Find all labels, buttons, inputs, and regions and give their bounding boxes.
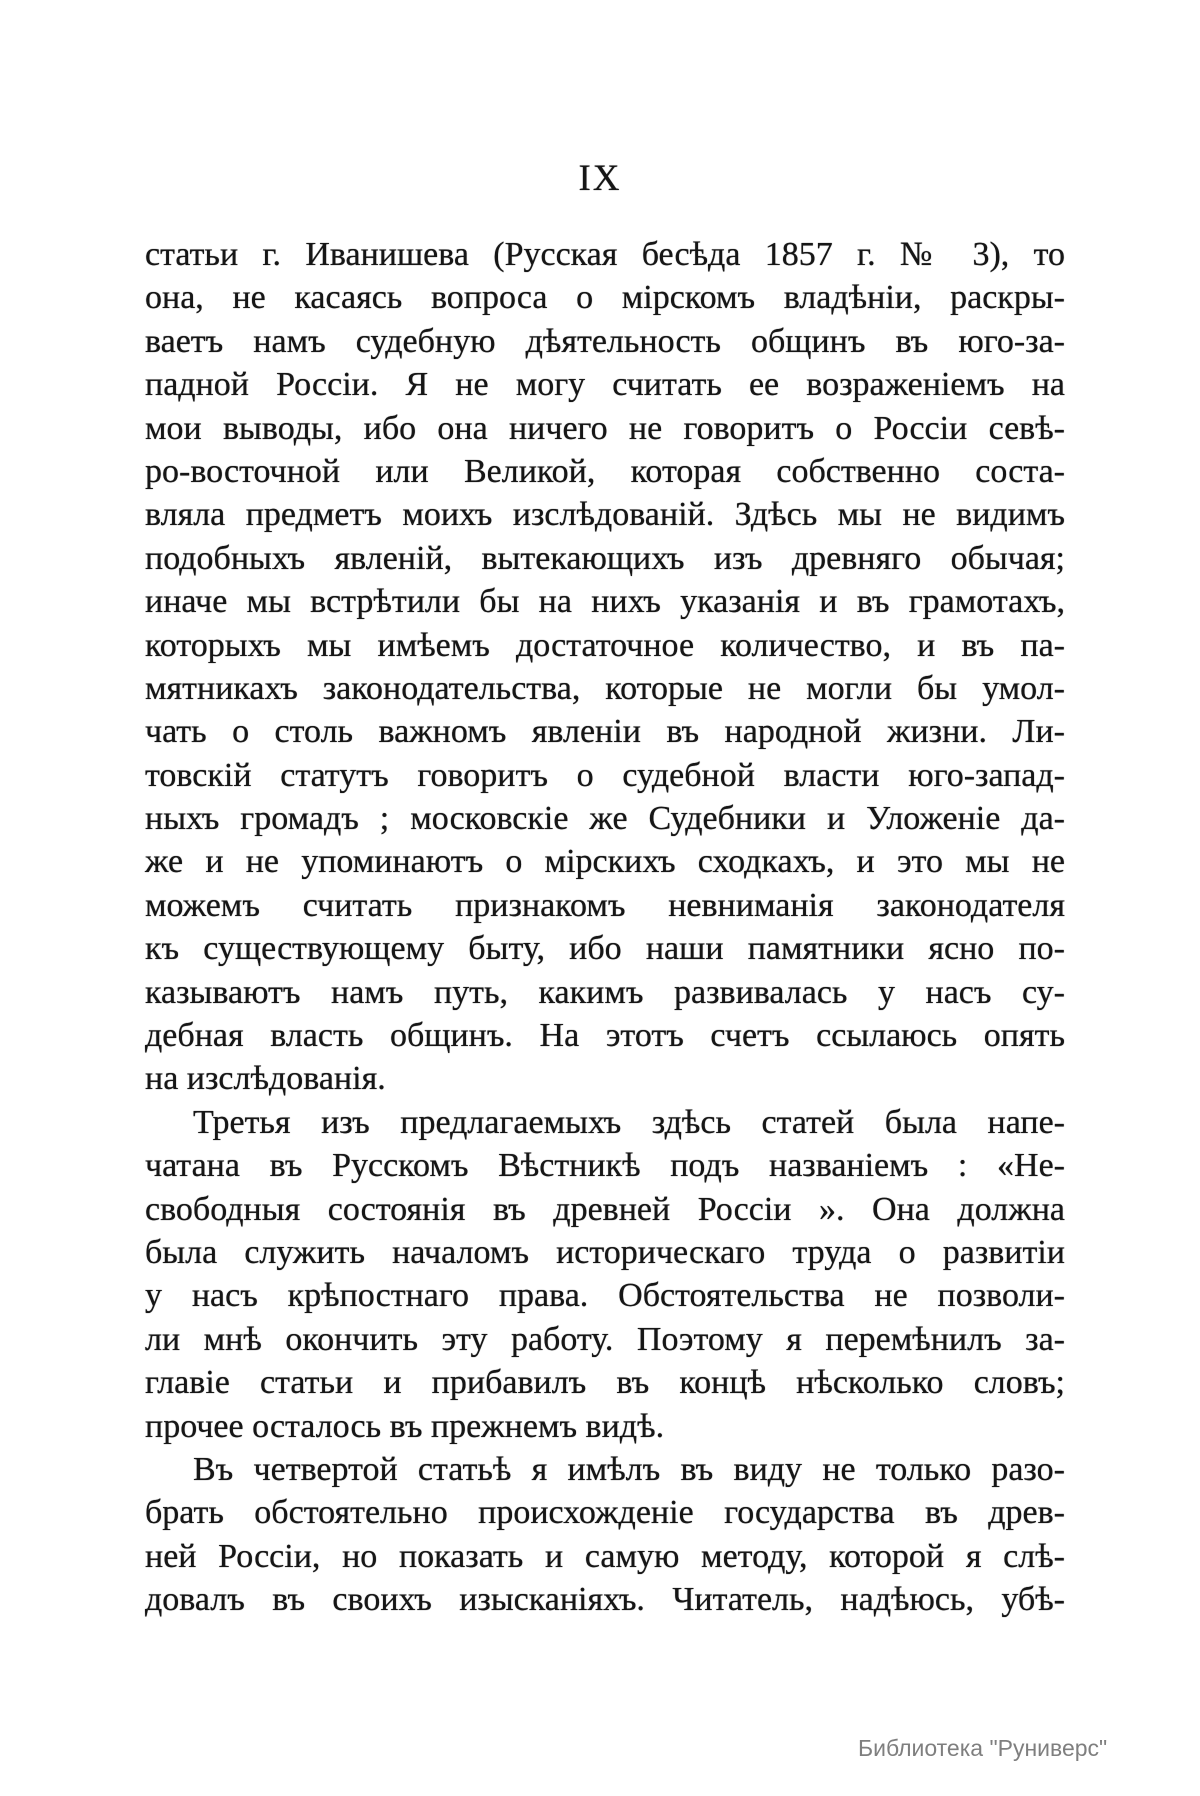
text-line: брать обстоятельно происхожденіе государства въ древ- bbox=[145, 1494, 1065, 1532]
text-line: казываютъ намъ путь, какимъ развивалась у насъ су- bbox=[145, 973, 1065, 1011]
text-line: же и не упоминаютъ о мірскихъ сходкахъ, и это мы не bbox=[145, 843, 1065, 881]
text-line: падной Россіи. Я не могу считать ее возраженіемъ на bbox=[145, 366, 1065, 404]
text-line: дебная власть общинъ. На этотъ счетъ ссылаюсь опять bbox=[145, 1017, 1065, 1055]
text-line: чать о столь важномъ явленіи въ народной жизни. Ли- bbox=[145, 713, 1065, 751]
text-line: чатана въ Русскомъ Вѣстникѣ подъ названіемъ : «Не- bbox=[145, 1147, 1065, 1185]
text-line: она, не касаясь вопроса о мірскомъ владѣніи, раскры- bbox=[145, 279, 1065, 317]
text-line: вляла предметъ моихъ изслѣдованій. Здѣсь мы не видимъ bbox=[145, 496, 1065, 534]
text-line: Въ четвертой статьѣ я имѣлъ въ виду не только разо- bbox=[193, 1450, 1065, 1488]
text-line: ро-восточной или Великой, которая собственно соста- bbox=[145, 452, 1065, 490]
text-line: на изслѣдованія. bbox=[145, 1060, 386, 1098]
page-body bbox=[145, 233, 1065, 1622]
text-line: ныхъ громадъ ; московскіе же Судебники и Уложеніе да- bbox=[145, 800, 1065, 838]
text-line: ней Россіи, но показать и самую методу, которой я слѣ- bbox=[145, 1537, 1065, 1575]
text-line: мятникахъ законодательства, которые не могли бы умол- bbox=[145, 669, 1065, 707]
page-number: IX bbox=[578, 158, 622, 199]
text-line: подобныхъ явленій, вытекающихъ изъ древняго обычая; bbox=[145, 539, 1065, 577]
text-line: у насъ крѣпостнаго права. Обстоятельства не позволи- bbox=[145, 1277, 1065, 1315]
text-line: прочее осталось въ прежнемъ видѣ. bbox=[145, 1407, 665, 1445]
text-line: была служить началомъ историческаго труда о развитіи bbox=[145, 1233, 1065, 1271]
text-line: статьи г. Иванишева (Русская бесѣда 1857 г. № 3), то bbox=[145, 236, 1065, 273]
text-line: товскій статутъ говоритъ о судебной власти юго-запад- bbox=[145, 756, 1065, 794]
library-watermark: Библиотека "Руниверс" bbox=[858, 1735, 1108, 1761]
text-line: можемъ считать признакомъ невниманія законодателя bbox=[145, 886, 1065, 924]
text-line: иначе мы встрѣтили бы на нихъ указанія и въ грамотахъ, bbox=[145, 583, 1065, 621]
text-line: свободныя состоянія въ древней Россіи ». Она должна bbox=[145, 1190, 1065, 1228]
text-line: мои выводы, ибо она ничего не говоритъ о Россіи севѣ- bbox=[145, 409, 1065, 447]
text-line: Третья изъ предлагаемыхъ здѣсь статей была напе- bbox=[193, 1103, 1065, 1141]
text-line: главіе статьи и прибавилъ въ концѣ нѣсколько словъ; bbox=[145, 1364, 1065, 1402]
text-line: къ существующему быту, ибо наши памятники ясно по- bbox=[145, 930, 1065, 968]
text-line: ваетъ намъ судебную дѣятельность общинъ въ юго-за- bbox=[145, 322, 1065, 360]
text-line: ли мнѣ окончить эту работу. Поэтому я перемѣнилъ за- bbox=[145, 1320, 1065, 1358]
text-line: довалъ въ своихъ изысканіяхъ. Читатель, надѣюсь, убѣ- bbox=[145, 1581, 1065, 1619]
text-line: которыхъ мы имѣемъ достаточное количество, и въ па- bbox=[145, 626, 1065, 664]
